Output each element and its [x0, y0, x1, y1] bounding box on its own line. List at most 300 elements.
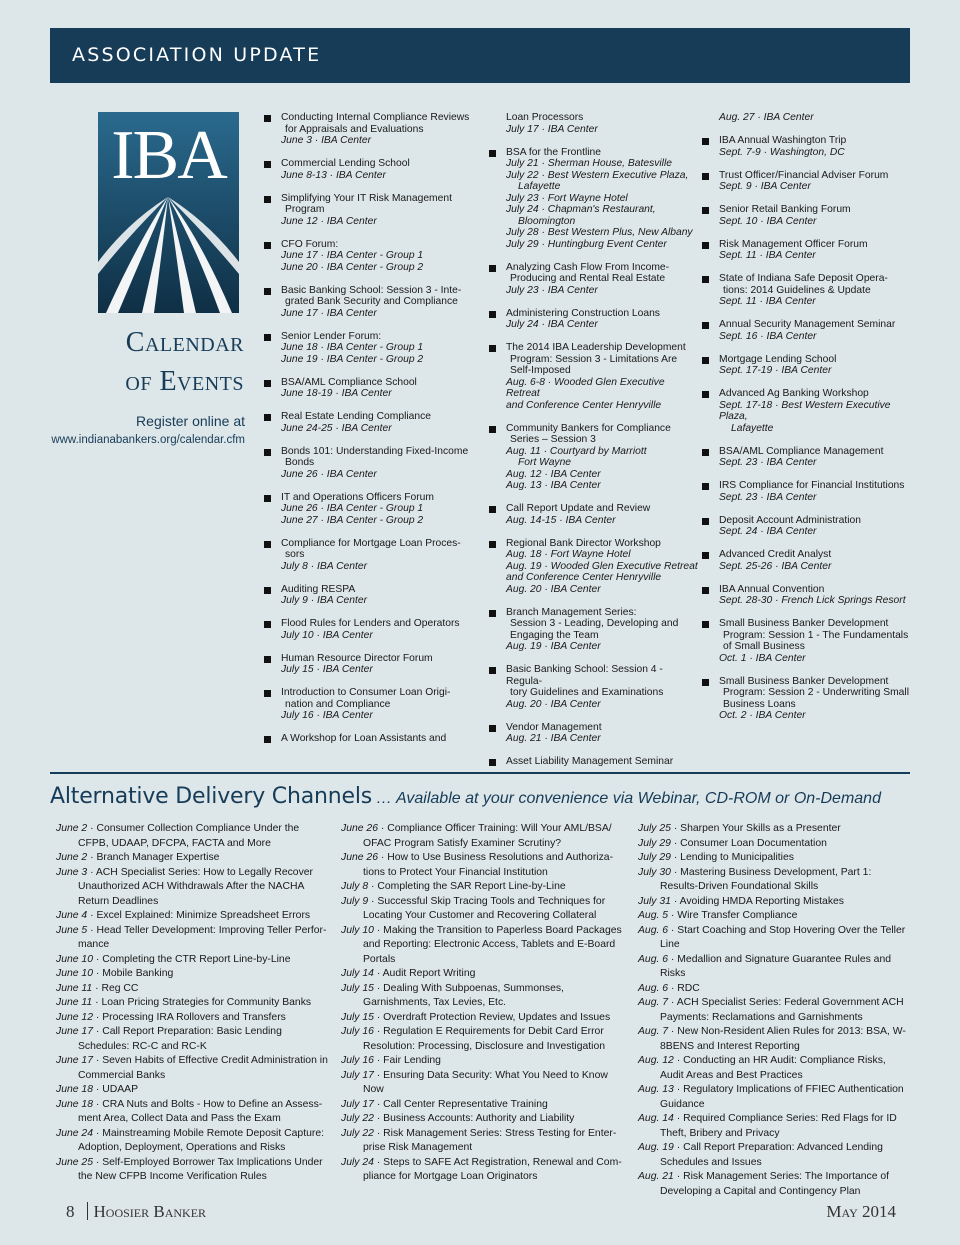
separator: ·: [92, 1011, 103, 1023]
event-date: Sept. 7-9 · Washington, DC: [719, 146, 845, 158]
event-item: [702, 618, 912, 664]
delivery-item: [341, 1069, 626, 1098]
event-date: July 29 · Huntingburg Event Center: [506, 238, 667, 250]
delivery-item: [341, 1112, 626, 1127]
separator: ·: [368, 881, 378, 892]
delivery-item: [341, 924, 626, 968]
event-item: [702, 239, 912, 262]
event-title: Program: Session 3 - Limitations Are: [510, 353, 678, 365]
event-item: [702, 354, 912, 377]
delivery-item: [638, 996, 910, 1025]
separator: ·: [377, 852, 388, 863]
bullet-icon: [702, 357, 709, 364]
delivery-item: [341, 822, 626, 851]
event-title: Auditing RESPA: [281, 583, 356, 595]
delivery-item: [56, 909, 332, 924]
delivery-title: ACH Specialist Series: How to Legally Recover Unauthorized ACH Withdrawals After the NACHA Return Deadlines: [78, 866, 314, 907]
event-title: Small Business Banker Development: [719, 618, 889, 629]
event-title: Loan Processors: [506, 112, 584, 123]
delivery-date: July 9: [341, 895, 369, 907]
event-title: Annual Security Management Seminar: [719, 319, 896, 330]
event-date: July 16 · IBA Center: [281, 710, 373, 721]
event-date: Aug. 20 · IBA Center: [506, 698, 601, 710]
event-item: [264, 687, 479, 722]
separator: ·: [92, 1084, 103, 1095]
separator: ·: [92, 1156, 103, 1168]
event-item: [702, 549, 912, 572]
event-item: [264, 377, 479, 400]
delivery-title: CRA Nuts and Bolts - How to Define an Assess-ment Area, Collect Data and Pass the Exam: [78, 1098, 323, 1124]
delivery-title: Audit Report Writing: [382, 968, 476, 979]
delivery-title: Lending to Municipalities: [680, 852, 794, 863]
event-date: Sept. 23 · IBA Center: [719, 457, 817, 468]
event-date: and Conference Center Henryville: [506, 572, 662, 583]
separator: ·: [373, 1069, 384, 1081]
event-item: [702, 135, 912, 158]
delivery-date: Aug. 5: [638, 910, 669, 921]
event-date: July 23 · IBA Center: [506, 284, 598, 296]
delivery-date: July 16: [341, 1026, 374, 1037]
event-title: Branch Management Series:: [506, 606, 637, 618]
separator: ·: [368, 895, 378, 907]
delivery-title: Ensuring Data Security: What You Need to Know Now: [363, 1069, 608, 1095]
event-item: [702, 273, 912, 308]
event-item: [489, 538, 701, 596]
bullet-icon: [489, 541, 496, 548]
event-title: Vendor Management: [506, 721, 602, 733]
event-item: [264, 492, 479, 527]
event-title: Call Report Update and Review: [506, 503, 651, 514]
delivery-date: June 5: [56, 924, 88, 936]
separator: ·: [92, 982, 102, 994]
delivery-date: July 14: [341, 968, 374, 979]
delivery-title: Avoiding HMDA Reporting Mistakes: [679, 895, 845, 907]
event-title: A Workshop for Loan Assistants and: [281, 733, 447, 744]
event-title: Regional Bank Director Workshop: [506, 537, 661, 549]
event-title: Compliance for Mortgage Loan Proces-: [281, 537, 461, 549]
separator: ·: [87, 866, 96, 878]
event-date: June 24-25 · IBA Center: [281, 422, 392, 434]
event-date: Bloomington: [518, 215, 576, 227]
events-column-2: [489, 112, 701, 779]
bullet-icon: [702, 552, 709, 559]
event-item: [702, 388, 912, 434]
event-title: IT and Operations Officers Forum: [281, 491, 434, 503]
bullet-icon: [702, 518, 709, 525]
event-item: [264, 331, 479, 366]
delivery-item: [638, 822, 910, 837]
delivery-date: July 17: [341, 1098, 374, 1110]
delivery-date: June 24: [56, 1127, 93, 1139]
event-date: Aug. 19 · Wooded Glen Executive Retreat: [506, 560, 698, 572]
delivery-date: June 3: [56, 866, 88, 878]
event-date: Aug. 6-8 · Wooded Glen Executive Retreat: [506, 376, 665, 399]
delivery-item: [341, 1025, 626, 1054]
event-date: Aug. 27 · IBA Center: [719, 112, 814, 123]
bullet-icon: [702, 242, 709, 249]
delivery-title: Dealing With Subpoenas, Summonses, Garnishments, Tax Levies, Etc.: [363, 982, 564, 1008]
bullet-icon: [264, 656, 271, 663]
event-title: Bonds 101: Understanding Fixed-Income: [281, 445, 469, 457]
event-title: Administering Construction Loans: [506, 307, 660, 319]
delivery-title: Consumer Loan Documentation: [680, 837, 827, 849]
separator: ·: [92, 1127, 103, 1139]
event-title: Session 3 - Leading, Developing and: [510, 618, 679, 629]
separator: ·: [92, 997, 102, 1008]
banner-title: ASSOCIATION UPDATE: [72, 44, 322, 66]
bullet-icon: [489, 426, 496, 433]
bullet-icon: [489, 150, 496, 157]
event-title: IBA Annual Washington Trip: [719, 135, 847, 146]
delivery-title: Call Report Preparation: Advanced Lending Schedules and Issues: [660, 1142, 883, 1168]
event-item: [489, 756, 701, 768]
event-title: Series – Session 3: [510, 434, 596, 445]
event-title: Program: [285, 204, 325, 215]
event-item: [264, 112, 479, 147]
bullet-icon: [702, 483, 709, 490]
event-item: [264, 411, 479, 434]
event-title: Community Bankers for Compliance: [506, 422, 671, 434]
event-item: [489, 607, 701, 653]
event-date: June 18 · IBA Center - Group 1: [281, 342, 424, 353]
delivery-title: Sharpen Your Skills as a Presenter: [680, 823, 841, 834]
delivery-item: [341, 851, 626, 880]
delivery-item: [638, 953, 910, 982]
delivery-title: Call Center Representative Training: [383, 1098, 548, 1110]
bullet-icon: [264, 414, 271, 421]
bullet-icon: [264, 541, 271, 548]
delivery-item: [56, 1156, 332, 1185]
bullet-icon: [489, 311, 496, 318]
event-title: Senior Retail Banking Forum: [719, 204, 851, 215]
bullet-icon: [702, 679, 709, 686]
event-date: July 24 · Chapman's Restaurant,: [506, 204, 656, 215]
events-column-3: [702, 112, 912, 733]
event-date: June 27 · IBA Center - Group 2: [281, 514, 424, 526]
delivery-item: [56, 982, 332, 997]
event-item: [264, 193, 479, 228]
event-date: Aug. 19 · IBA Center: [506, 641, 601, 652]
event-item: [264, 584, 479, 607]
event-item: [264, 733, 479, 745]
event-item: [489, 112, 701, 135]
separator: ·: [377, 823, 388, 834]
footer-left: [66, 1202, 206, 1222]
event-title: Asset Liability Management Seminar: [506, 756, 674, 767]
delivery-title: UDAAP: [102, 1084, 139, 1095]
delivery-title: Processing IRA Rollovers and Transfers: [102, 1011, 286, 1023]
bullet-icon: [264, 380, 271, 387]
event-title: Producing and Rental Real Estate: [510, 273, 666, 284]
event-date: Oct. 2 · IBA Center: [719, 710, 806, 721]
event-date: June 17 · IBA Center - Group 1: [281, 250, 424, 261]
event-title: Senior Lender Forum:: [281, 330, 382, 342]
delivery-date: June 4: [56, 910, 88, 921]
section-divider: [50, 772, 910, 774]
event-title: tory Guidelines and Examinations: [510, 687, 664, 698]
event-title: Flood Rules for Lenders and Operators: [281, 618, 460, 629]
bullet-icon: [702, 621, 709, 628]
separator: ·: [670, 823, 681, 834]
delivery-date: July 22: [341, 1113, 374, 1124]
delivery-item: [56, 953, 332, 968]
event-date: June 3 · IBA Center: [281, 135, 372, 146]
event-date: June 17 · IBA Center: [281, 307, 377, 319]
bullet-icon: [264, 288, 271, 295]
delivery-title: Compliance Officer Training: Will Your AML/BSA/ OFAC Program Satisfy Examiner Scrutiny?: [363, 823, 612, 849]
bullet-icon: [702, 173, 709, 180]
publication-name: Hoosier Banker: [93, 1202, 207, 1221]
delivery-title: Reg CC: [101, 982, 139, 994]
event-title: Human Resource Director Forum: [281, 652, 433, 664]
separator: ·: [87, 823, 97, 834]
bullet-icon: [489, 506, 496, 513]
delivery-date: July 17: [341, 1069, 374, 1081]
event-title: Advanced Ag Banking Workshop: [719, 388, 869, 399]
event-item: [702, 170, 912, 193]
event-date: Sept. 9 · IBA Center: [719, 181, 811, 192]
separator: ·: [373, 1026, 384, 1037]
event-date: July 23 · Fort Wayne Hotel: [506, 192, 628, 204]
event-date: July 21 · Sherman House, Batesville: [506, 158, 672, 169]
event-title: Analyzing Cash Flow From Income-: [506, 261, 670, 273]
delivery-title: ACH Specialist Series: Federal Government ACH Payments: Reclamations and Garnishments: [660, 997, 904, 1023]
delivery-title: How to Use Business Resolutions and Authoriza-tions to Protect Your Financial Institution: [363, 852, 614, 878]
delivery-title: Excel Explained: Minimize Spreadsheet Errors: [96, 910, 311, 921]
delivery-date: Aug. 19: [638, 1142, 674, 1153]
event-title: Basic Banking School: Session 4 - Regula-: [506, 664, 663, 687]
delivery-title: Head Teller Development: Improving Teller Perfor-mance: [78, 924, 327, 950]
bullet-icon: [264, 242, 271, 249]
delivery-title: Branch Manager Expertise: [96, 852, 220, 863]
delivery-date: June 10: [56, 968, 93, 979]
event-title: Program: Session 1 - The Fundamentals: [723, 629, 909, 641]
separator: ·: [92, 1098, 103, 1110]
event-date: July 28 · Best Western Plus, New Albany: [506, 227, 693, 238]
event-date: Aug. 14-15 · IBA Center: [506, 514, 616, 526]
delivery-item: [638, 909, 910, 924]
separator: ·: [92, 968, 103, 979]
event-date: Sept. 17-19 · IBA Center: [719, 365, 832, 376]
bullet-icon: [489, 759, 496, 766]
bullet-icon: [264, 690, 271, 697]
event-title: grated Bank Security and Compliance: [285, 296, 458, 307]
delivery-title: Seven Habits of Effective Credit Administration in Commercial Banks: [78, 1055, 328, 1081]
bullet-icon: [702, 391, 709, 398]
event-date: June 12 · IBA Center: [281, 215, 377, 227]
delivery-date: July 29: [638, 837, 671, 849]
event-title: Engaging the Team: [510, 629, 599, 641]
event-item: [489, 664, 701, 710]
delivery-title: Completing the SAR Report Line-by-Line: [377, 881, 566, 892]
delivery-date: July 10: [341, 924, 374, 936]
section-banner: [50, 28, 910, 83]
event-title: Business Loans: [723, 698, 796, 710]
event-item: [702, 584, 912, 607]
delivery-item: [56, 1011, 332, 1026]
delivery-title: Fair Lending: [383, 1055, 441, 1066]
delivery-date: Aug. 12: [638, 1055, 674, 1066]
page-number: 8: [66, 1202, 75, 1221]
calendar-title-line2: of Events: [125, 366, 244, 397]
delivery-item: [341, 880, 626, 895]
register-link[interactable]: www.indianabankers.org/calendar.cfm: [51, 434, 245, 446]
delivery-item: [56, 967, 332, 982]
event-date: Sept. 25-26 · IBA Center: [719, 560, 832, 572]
delivery-date: Aug. 7: [638, 1026, 669, 1037]
delivery-column-3: [638, 822, 910, 1199]
delivery-date: June 12: [56, 1011, 93, 1023]
event-title: IBA Annual Convention: [719, 583, 825, 595]
bullet-icon: [264, 334, 271, 341]
delivery-item: [341, 1054, 626, 1069]
event-title: for Appraisals and Evaluations: [285, 123, 424, 135]
delivery-title: Mobile Banking: [102, 968, 174, 979]
event-title: State of Indiana Safe Deposit Opera-: [719, 273, 888, 284]
separator: ·: [92, 1055, 103, 1066]
delivery-date: June 11: [56, 997, 93, 1008]
delivery-title: Overdraft Protection Review, Updates and Issues: [383, 1011, 611, 1023]
event-item: [489, 342, 701, 411]
delivery-date: July 24: [341, 1156, 374, 1168]
separator: ·: [373, 1098, 384, 1110]
separator: ·: [668, 1026, 678, 1037]
separator: ·: [373, 1011, 384, 1023]
event-date: Sept. 10 · IBA Center: [719, 215, 817, 227]
bullet-icon: [489, 667, 496, 674]
event-date: Sept. 11 · IBA Center: [719, 250, 816, 261]
event-date: Sept. 24 · IBA Center: [719, 526, 817, 537]
separator: ·: [373, 1055, 384, 1066]
event-title: BSA/AML Compliance School: [281, 376, 417, 388]
iba-logo: [98, 112, 239, 313]
delivery-title: New Non-Resident Alien Rules for 2013: BSA, W-8BENS and Interest Reporting: [660, 1026, 906, 1052]
event-date: Sept. 28-30 · French Lick Springs Resort: [719, 595, 906, 606]
delivery-item: [638, 895, 910, 910]
delivery-item: [638, 1141, 910, 1170]
bullet-icon: [489, 265, 496, 272]
event-title: Conducting Internal Compliance Reviews: [281, 112, 470, 123]
logo-text: IBA: [111, 117, 226, 194]
event-date: Sept. 16 · IBA Center: [719, 330, 817, 342]
delivery-date: July 16: [341, 1055, 374, 1066]
bullet-icon: [489, 725, 496, 732]
event-item: [264, 158, 479, 181]
events-column-1: [264, 112, 479, 756]
delivery-item: [56, 1127, 332, 1156]
event-date: July 10 · IBA Center: [281, 629, 373, 641]
event-item: [264, 538, 479, 573]
event-item: [702, 446, 912, 469]
bullet-icon: [702, 322, 709, 329]
separator: ·: [668, 910, 678, 921]
event-title: of Small Business: [723, 641, 805, 652]
event-item: [489, 308, 701, 331]
delivery-item: [638, 1054, 910, 1083]
event-item: [264, 239, 479, 274]
delivery-date: Aug. 6: [638, 982, 669, 994]
delivery-item: [638, 837, 910, 852]
delivery-title: Alternative Delivery Channels: [50, 784, 372, 809]
delivery-item: [638, 1170, 910, 1199]
delivery-date: July 15: [341, 982, 374, 994]
delivery-item: [638, 924, 910, 953]
event-title: Program: Session 2 - Underwriting Small: [723, 687, 909, 698]
delivery-date: June 2: [56, 852, 88, 863]
event-item: [489, 262, 701, 297]
separator: ·: [373, 982, 384, 994]
event-date: July 8 · IBA Center: [281, 560, 368, 572]
event-title: The 2014 IBA Leadership Development: [506, 342, 686, 353]
delivery-item: [56, 1025, 332, 1054]
delivery-title: Mastering Business Development, Part 1: Results-Driven Foundational Skills: [660, 866, 872, 892]
event-date: July 24 · IBA Center: [506, 319, 598, 330]
bullet-icon: [702, 276, 709, 283]
delivery-item: [56, 851, 332, 866]
delivery-title: Making the Transition to Paperless Board Packages and Reporting: Electronic Access, Tablets and E-Board Portals: [363, 924, 622, 965]
delivery-item: [341, 1011, 626, 1026]
separator: ·: [373, 968, 383, 979]
delivery-title: Successful Skip Tracing Tools and Techniques for Locating Your Customer and Recovering Collateral: [363, 895, 606, 921]
event-title: Advanced Credit Analyst: [719, 549, 832, 560]
delivery-heading: [50, 784, 910, 809]
bullet-icon: [264, 115, 271, 122]
bullet-icon: [489, 610, 496, 617]
event-title: Deposit Account Administration: [719, 514, 861, 526]
delivery-date: Aug. 21: [638, 1171, 674, 1182]
event-date: Aug. 20 · IBA Center: [506, 583, 601, 595]
event-item: [702, 319, 912, 342]
delivery-title: Steps to SAFE Act Registration, Renewal and Com-pliance for Mortgage Loan Originators: [363, 1156, 622, 1182]
delivery-date: July 31: [638, 895, 671, 907]
delivery-item: [56, 996, 332, 1011]
event-title: IRS Compliance for Financial Institutions: [719, 480, 905, 491]
event-date: June 19 · IBA Center - Group 2: [281, 353, 424, 365]
event-title: sors: [285, 549, 305, 560]
delivery-date: June 2: [56, 823, 88, 834]
event-date: Aug. 21 · IBA Center: [506, 733, 601, 744]
separator: ·: [92, 953, 103, 965]
event-item: [489, 722, 701, 745]
delivery-title: Completing the CTR Report Line-by-Line: [102, 953, 291, 965]
event-title: Small Business Banker Development: [719, 675, 889, 687]
delivery-date: July 29: [638, 852, 671, 863]
delivery-title: Required Compliance Series: Red Flags for ID Theft, Bribery and Privacy: [660, 1113, 897, 1139]
delivery-title: Self-Employed Borrower Tax Implications Under the New CFPB Income Verification Rules: [78, 1156, 323, 1182]
register-text: Register online at: [136, 413, 245, 429]
event-title: Trust Officer/Financial Adviser Forum: [719, 169, 889, 181]
event-date: Lafayette: [731, 422, 774, 434]
delivery-date: Aug. 13: [638, 1084, 674, 1095]
event-title: Self-Imposed: [510, 365, 571, 376]
event-date: June 26 · IBA Center: [281, 468, 377, 480]
event-item: [702, 515, 912, 538]
delivery-ellipsis: …: [376, 790, 392, 807]
delivery-date: Aug. 6: [638, 953, 669, 965]
event-title: Commercial Lending School: [281, 158, 410, 169]
event-date: Aug. 13 · IBA Center: [506, 480, 601, 491]
event-date: Aug. 12 · IBA Center: [506, 468, 601, 480]
event-item: [264, 653, 479, 676]
delivery-date: June 26: [341, 852, 378, 863]
event-title: Risk Management Officer Forum: [719, 238, 868, 250]
event-item: [489, 147, 701, 251]
event-date: June 20 · IBA Center - Group 2: [281, 261, 424, 273]
bullet-icon: [702, 449, 709, 456]
bullet-icon: [264, 161, 271, 168]
event-title: tions: 2014 Guidelines & Update: [723, 284, 871, 296]
event-item: [702, 480, 912, 503]
